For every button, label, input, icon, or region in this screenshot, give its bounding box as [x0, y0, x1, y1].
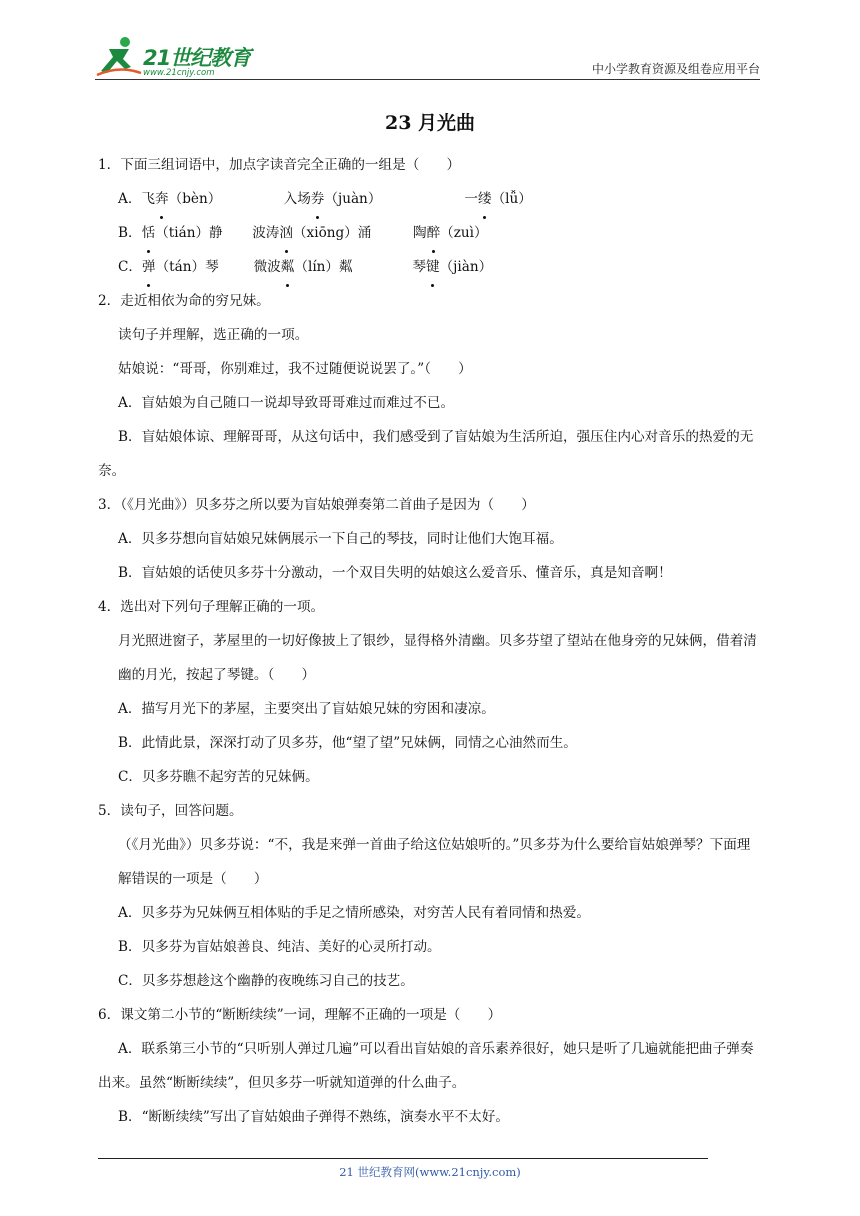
- page-header: [95, 30, 760, 78]
- logo: [95, 35, 265, 79]
- question-3-stem: 3．（《月光曲》）贝多芬之所以要为盲姑娘弹奏第二首曲子是因为（ ）: [98, 497, 535, 513]
- question-6-option-a: A．联系第三小节的“只听别人弹过几遍”可以看出盲姑娘的音乐素养很好，她只是听了几遍就能把曲子弹奏出来。虽然“断断续续”，但贝多芬一听就知道弹的什么曲子。: [98, 1041, 754, 1091]
- logo-name: 21世纪教育: [143, 46, 251, 70]
- footer-link[interactable]: 21 世纪教育网(www.21cnjy.com): [339, 1165, 521, 1179]
- logo-url: www.21cnjy.com: [143, 68, 215, 78]
- question-3-option-a: A．贝多芬想向盲姑娘兄妹俩展示一下自己的琴技，同时让他们大饱耳福。: [118, 531, 563, 547]
- runner-logo-icon: [95, 35, 143, 77]
- question-1-option-b: B．恬（tián）静 波涛汹（xiōng）涌 陶醉（zuì）: [98, 216, 763, 250]
- question-list: [98, 148, 763, 1134]
- question-5-passage: （《月光曲》）贝多芬说：“不，我是来弹一首曲子给这位姑娘听的。”贝多芬为什么要给盲姑娘弹琴？下面理解错误的一项是（ ）: [118, 837, 751, 887]
- footer-divider: [98, 1158, 708, 1159]
- question-6-option-b: B．“断断续续”写出了盲姑娘曲子弹得不熟练，演奏水平不太好。: [118, 1109, 509, 1125]
- question-1-option-a: A．飞奔（bèn） 入场券（juàn） 一缕（lǚ）: [98, 182, 763, 216]
- question-6-stem: 6．课文第二小节的“断断续续”一词，理解不正确的一项是（ ）: [98, 1007, 502, 1023]
- question-1-stem: 1．下面三组词语中，加点字读音完全正确的一组是（ ）: [98, 157, 461, 173]
- question-2-option-a: A．盲姑娘为自己随口一说却导致哥哥难过而难过不已。: [118, 395, 455, 411]
- page-title: 23 月光曲: [384, 112, 476, 134]
- question-5-stem: 5．读句子，回答问题。: [98, 803, 243, 819]
- question-4-option-b: B．此情此景，深深打动了贝多芬，他“望了望”兄妹俩，同情之心油然而生。: [118, 735, 577, 751]
- question-2-quote: 姑娘说：“哥哥，你别难过，我不过随便说说罢了。”（ ）: [118, 361, 472, 377]
- platform-label: 中小学教育资源及组卷应用平台: [591, 62, 760, 76]
- question-5-option-b: B．贝多芬为盲姑娘善良、纯洁、美好的心灵所打动。: [118, 939, 441, 955]
- question-1-option-c: C．弹（tán）琴 微波粼（lín）粼 琴键（jiàn）: [98, 250, 763, 284]
- question-4-passage: 月光照进窗子，茅屋里的一切好像披上了银纱，显得格外清幽。贝多芬望了望站在他身旁的兄妹俩，借着清幽的月光，按起了琴键。（ ）: [118, 633, 757, 683]
- question-2-option-b: B．盲姑娘体谅、理解哥哥，从这句话中，我们感受到了盲姑娘为生活所迫，强压住内心对音乐的热爱的无奈。: [98, 429, 754, 479]
- question-2-intro: 读句子并理解，选正确的一项。: [118, 327, 309, 343]
- question-5-option-a: A．贝多芬为兄妹俩互相体贴的手足之情所感染，对穷苦人民有着同情和热爱。: [118, 905, 591, 921]
- question-4-stem: 4．选出对下列句子理解正确的一项。: [98, 599, 325, 615]
- header-divider: [95, 79, 760, 80]
- question-3-option-b: B．盲姑娘的话使贝多芬十分激动，一个双目失明的姑娘这么爱音乐、懂音乐，真是知音啊！: [118, 565, 672, 581]
- question-4-option-c: C．贝多芬瞧不起穷苦的兄妹俩。: [118, 769, 319, 785]
- question-4-option-a: A．描写月光下的茅屋，主要突出了盲姑娘兄妹的穷困和凄凉。: [118, 701, 495, 717]
- question-5-option-c: C．贝多芬想趁这个幽静的夜晚练习自己的技艺。: [118, 973, 414, 989]
- question-2-stem: 2．走近相依为命的穷兄妹。: [98, 293, 270, 309]
